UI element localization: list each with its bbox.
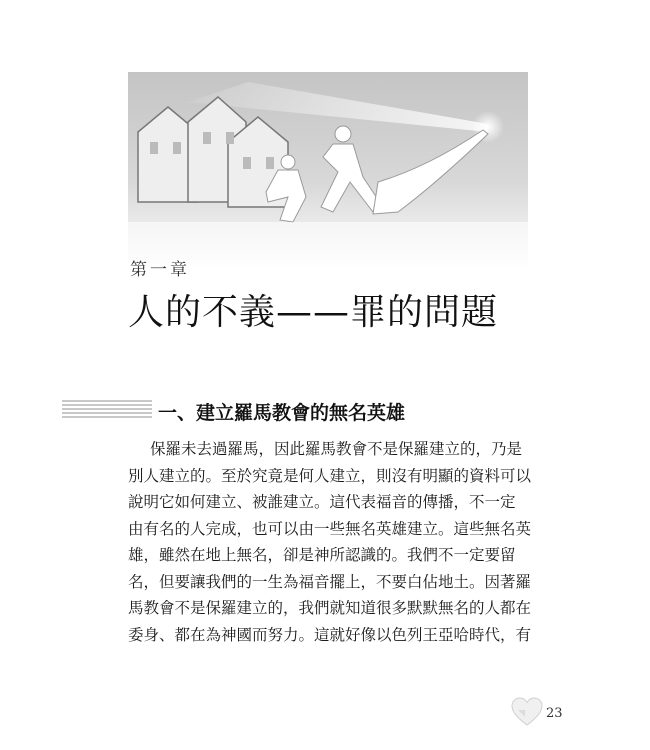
body-paragraph — [128, 436, 532, 648]
body-line: 保羅未去過羅馬，因此羅馬教會不是保羅建立的，乃是 — [150, 440, 523, 458]
chapter-illustration — [128, 72, 528, 272]
chapter-title: 人的不義——罪的問題 — [128, 292, 499, 333]
section-heading: 一、建立羅馬教會的無名英雄 — [158, 402, 406, 424]
body-line: 別人建立的。至於究竟是何人建立，則沒有明顯的資料可以 — [128, 466, 532, 485]
page-number: 23 — [546, 706, 563, 721]
heart-icon — [510, 696, 544, 728]
chapter-illustration-icon — [128, 72, 528, 272]
body-line: 馬教會不是保羅建立的，我們就知道很多默默無名的人都在 — [128, 599, 532, 617]
chapter-label: 第一章 — [130, 260, 190, 280]
body-line: 由有名的人完成，也可以由一些無名英雄建立。這些無名英 — [128, 519, 532, 538]
body-line: 名，但要讓我們的一生為福音擺上，不要白佔地土。因著羅 — [128, 572, 532, 591]
body-line: 委身、都在為神國而努力。這就好像以色列王亞哈時代，有 — [128, 625, 532, 644]
body-line: 說明它如何建立、被誰建立。這代表福音的傳播，不一定 — [128, 493, 516, 511]
body-line: 雄，雖然在地上無名，卻是神所認識的。我們不一定要留 — [128, 546, 516, 564]
section-heading-decoration — [62, 400, 152, 422]
